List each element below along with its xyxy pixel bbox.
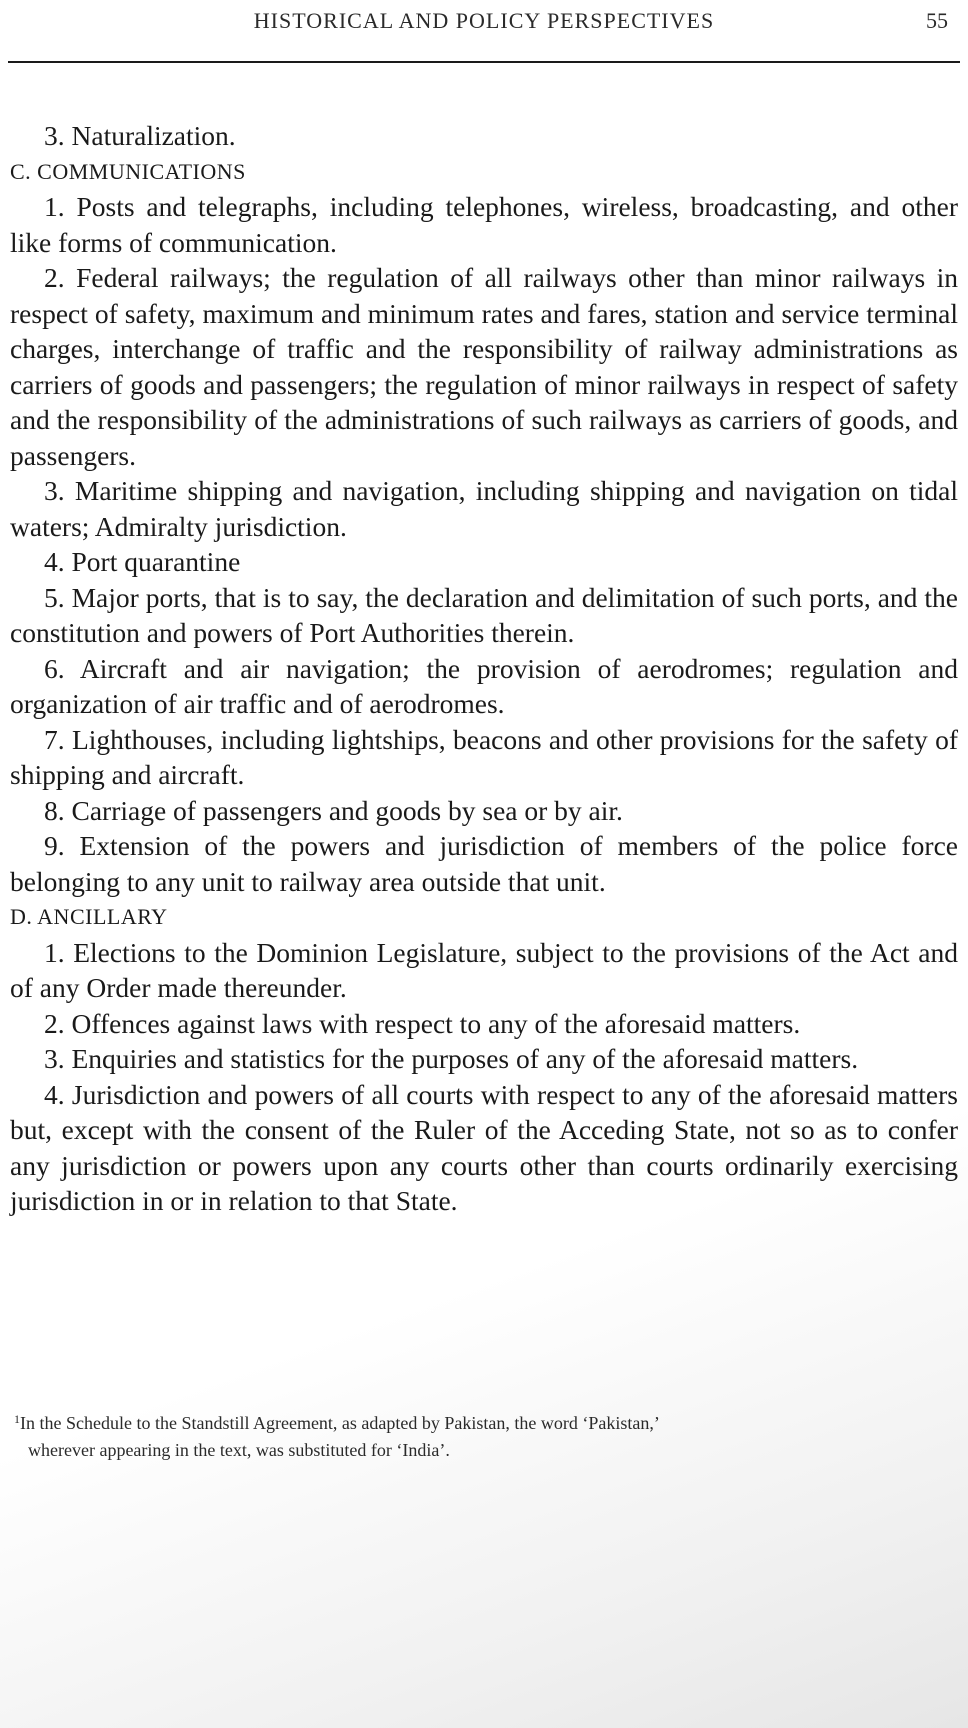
item-d4: 4. Jurisdiction and powers of all courts with respect to any of the aforesaid matters but, except with the consent of the Ruler of the Acceding State, not so as to confer any jurisdiction or powers upon any courts other than courts ordinarily exercising jurisdiction in or in relation to that State.	[10, 1078, 958, 1216]
page-number: 55	[926, 8, 948, 33]
section-heading-ancillary: D. ANCILLARY	[10, 904, 168, 929]
running-head: HISTORICAL AND POLICY PERSPECTIVES	[253, 8, 715, 33]
item-c5: 5. Major ports, that is to say, the declaration and delimitation of such ports, and the constitution and powers of Port Authorities therein.	[10, 581, 958, 648]
item-d1: 1. Elections to the Dominion Legislature, subject to the provisions of the Act and of any Order made thereunder.	[10, 936, 958, 1003]
item-c6: 6. Aircraft and air navigation; the provision of aerodromes; regulation and organization of air traffic and of aerodromes.	[10, 652, 958, 719]
item-b3: 3. Naturalization.	[44, 120, 236, 151]
footnote	[14, 1406, 958, 1464]
item-c3: 3. Maritime shipping and navigation, including shipping and navigation on tidal waters; Admiralty jurisdiction.	[10, 475, 958, 542]
footnote-marker: 1	[14, 1412, 20, 1426]
footnote-text-2: wherever appearing in the text, was substituted for ‘India’.	[28, 1440, 450, 1460]
body-text	[10, 118, 958, 1219]
item-c1: 1. Posts and telegraphs, including telephones, wireless, broadcasting, and other like forms of communication.	[10, 191, 958, 258]
item-c8: 8. Carriage of passengers and goods by sea or by air.	[44, 794, 623, 826]
item-c4: 4. Port quarantine	[44, 546, 241, 577]
footnote-text-1: In the Schedule to the Standstill Agreement, as adapted by Pakistan, the word ‘Pakistan,’	[20, 1413, 660, 1433]
item-c9: 9. Extension of the powers and jurisdiction of members of the police force belonging to any unit to railway area outside that unit.	[10, 830, 958, 897]
section-heading-communications: C. COMMUNICATIONS	[10, 158, 246, 184]
item-d3: 3. Enquiries and statistics for the purposes of any of the aforesaid matters.	[44, 1043, 859, 1074]
footnote-line-1	[14, 1406, 958, 1437]
page-header	[8, 8, 960, 48]
item-c2: 2. Federal railways; the regulation of all railways other than minor railways in respect of safety, maximum and minimum rates and fares, station and service terminal charges, interchange of traffic and the responsibility of railway administrations as carriers of goods and passengers; the regulation of minor railways in respect of safety and the responsibility of the administrations of such railways as carriers of goods, and passengers.	[10, 262, 958, 471]
item-d2: 2. Offences against laws with respect to any of the aforesaid matters.	[44, 1007, 801, 1039]
header-rule	[8, 61, 960, 63]
item-c7: 7. Lighthouses, including lightships, beacons and other provisions for the safety of shipping and aircraft.	[10, 723, 958, 790]
